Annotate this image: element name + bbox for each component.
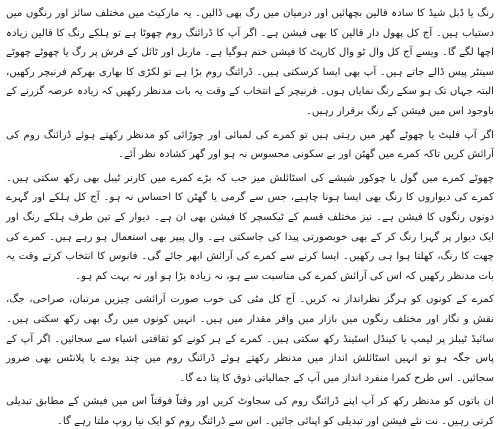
article-paragraph-4: کمرے کے کونوں کو ہرگز نظرانداز نہ کریں۔ آج کل مٹی کی خوب صورت آرائشی چیزیں مرتبان، صراحی، جگ، نقش و نگار اور مختلف رنگوں میں بازار میں وافر مقدار میں ہیں۔ انہیں کونوں میں رگ بھی رکھ سکتی ہیں۔ سائیڈ ٹیبلز پر لیمپ یا کینڈل اسٹینڈ رکھ سکتی ہیں۔ کمرے کے ہر کونے کو ثقافتی اشیاء سے سجائیں۔ اگر آپ کے پاس جگہ ہو تو انہیں اسٹائلش انداز میں مدنظر رکھتے ہوئے ڈرائنگ روم میں چند پودے یا پلانٹس بھی ضرور سجائیں۔ اس طرح کمرا منفرد انداز میں آپ کے جمالیاتی ذوق کا پتا دے گا۔ [6, 294, 494, 384]
article-paragraph-2: اگر آپ فلیٹ یا چھوٹے گھر میں رہتی ہیں تو کمرے کی لمبائی اور چوڑائی کو مدنظر رکھتے ہوئے ڈرائنگ روم کی آرائش کریں تاکہ کمرے میں گھٹن اور بے سکونی محسوس نہ ہو اور گھر کشادہ نظر آئے۔ [6, 129, 494, 161]
article-paragraph-3: چھوٹے کمرے میں گول یا چوکور شیشے کی اسٹائلش میز جب کہ بڑے کمرے میں کارنر ٹیبل بھی رکھ سکتی ہیں۔ کمرے کی دیواروں کا رنگ بھی ایسا ہونا چاہیے، جس سے گرمی یا گھٹن کا احساس نہ ہو۔ آج کل ہلکے اور گہرے دونوں رنگوں کا فیشن ہے۔ نیز مختلف قسم کے ٹیکسچر کا فیشن بھی ان ہے۔ دیوار کے تین طرف ہلکے رنگ اور ایک دیوار پر گہرا رنگ کر کے بھی خوبصورتی پیدا کی جاسکتی ہے۔ وال پیپر بھی استعمال ہو رہے ہیں۔ کمرے کی چھت کا رنگ، کھلتا ہوا ہی رکھیں۔ ایسا کرنے سے کمرے کی آرائش ابھر جائے گی۔ فانوس کا انتخاب کرتے وقت یہ بات مدنظر رکھیں کہ اس کی آرائش کمرے کی مناسبت سے ہو، نہ زیادہ بڑا ہو اور نہ بہت کم ہو۔ [6, 172, 494, 282]
article-paragraph-1: رنگ یا ڈبل شیڈ کا سادہ قالین بچھائیں اور درمیان میں رگ بھی ڈالیں۔ یہ مارکیٹ میں مختلف سائز اور رنگوں میں دستیاب ہیں۔ آج کل پھول دار قالین کا بھی فیشن ہے۔ اگر آپ کا ڈرائنگ روم چھوٹا ہے تو ہلکے رنگ کا قالین زیادہ اچھا لگے گا۔ ویسے آج کل وال ٹو وال کارپٹ کا فیشن ختم ہوگیا ہے۔ ماربل اور ٹائل کے فرش پر رگ یا چھوٹے چھوٹے سینٹر پیس ڈالے جاتے ہیں۔ آپ بھی ایسا کرسکتی ہیں۔ ڈرائنگ روم بڑا ہے تو لکڑی کا بھاری بھرکم فرنیچر رکھیں، البتہ جہاں تک ہو سکے رنگ نمایاں ہوں۔ فرنیچر کے انتخاب کے وقت یہ بات مدنظر رکھیں کہ زیادہ عرصہ گزرنے کے باوجود اس میں فیشن کے رنگ برقرار رہیں۔ [6, 8, 494, 117]
article-paragraph-5: ان باتوں کو مدنظر رکھ کر آپ اپنے ڈرائنگ روم کی سجاوٹ کریں اور وقتاً فوقتاً اس میں فیشن کے مطابق تبدیلی کرتی رہیں۔ نت نئے فیشن اور تبدیلی کو اپنائی جائیں۔ اس سے ڈرائنگ روم کو ایک نیا روپ ملتا رہے گا۔ [6, 396, 494, 427]
